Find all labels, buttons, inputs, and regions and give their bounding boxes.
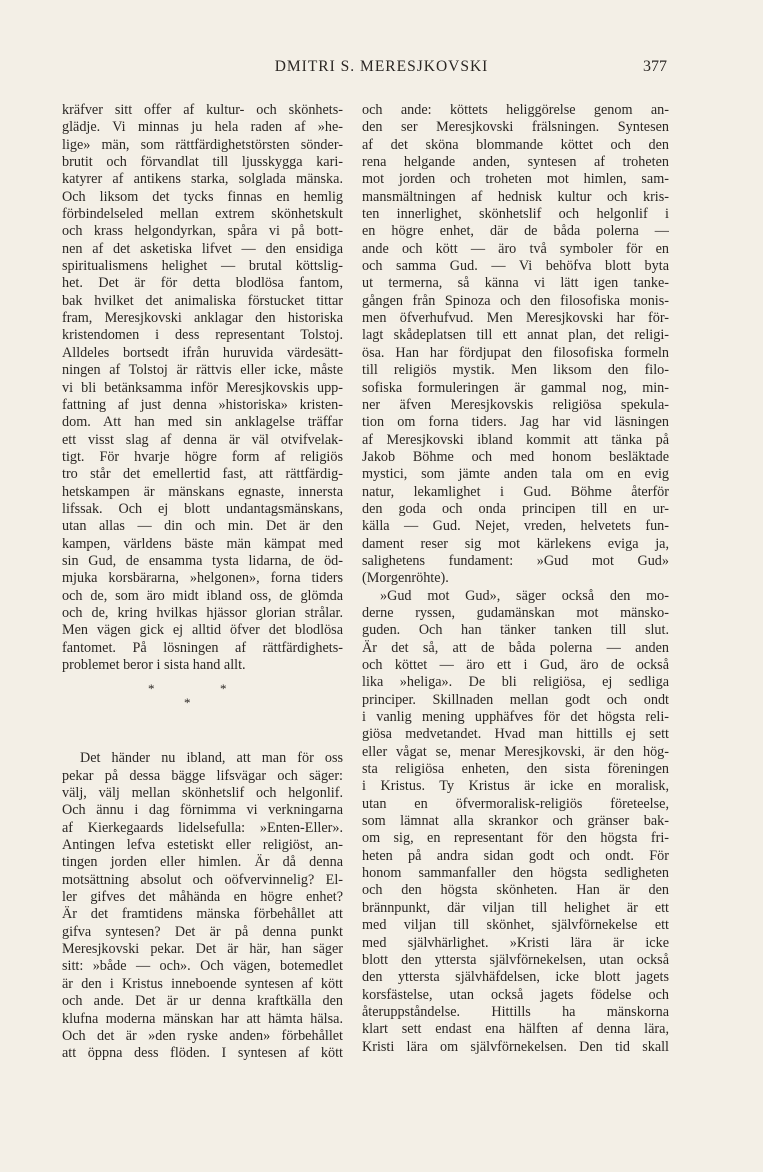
text-line: Är det framtidens mänska förbehållet att: [62, 906, 343, 923]
separator-star: *: [220, 681, 227, 697]
text-line: Är det så, att de båda polerna — anden: [362, 639, 669, 656]
text-line: Antingen lefva estetiskt eller religiöst, an-: [62, 837, 343, 854]
text-line: som lämnat alla skrankor och gränser bak-: [362, 813, 669, 830]
text-line: Alldeles bortsedt ifrån huruvida värdesätt-: [62, 344, 343, 361]
text-line: (Morgenröhte).: [362, 570, 449, 587]
text-line: att öppna dess flöden. I syntesen af kött: [62, 1045, 343, 1062]
text-line: ett visst slag af denna är väl otvifvelak-: [62, 431, 343, 448]
section-separator: [62, 680, 343, 718]
text-line: och den högsta skönheten. Han är den: [362, 882, 669, 899]
text-line: och samma Gud. — Vi behöfva blott byta: [362, 258, 669, 275]
text-line: blott den yttersta självförnekelsen, utan också: [362, 951, 669, 968]
running-header: DMITRI S. MERESJKOVSKI: [274, 58, 489, 75]
text-line: klufna moderna mänskan har att hämta hälsa.: [62, 1010, 343, 1027]
text-line: fattning af just denna »historiska» kristen-: [62, 396, 343, 413]
left-paragraph-1: [62, 102, 343, 674]
text-line: med självhärlighet. »Kristi lära är icke: [362, 934, 669, 951]
text-line: till religiös mystik. Men liksom den filo-: [362, 362, 669, 379]
text-line: salighetens fundament: »Gud mot Gud»: [362, 552, 669, 569]
text-line: giösa medvetandet. Hvad man hittills ej sett: [362, 726, 669, 743]
text-line: sta religiösa enheten, den sista föreningen: [362, 761, 669, 778]
text-line: lifssak. Och ej blott undantagsmänskans,: [62, 500, 343, 517]
text-line: utan allas — din och min. Det är den: [62, 518, 343, 535]
text-line: lagt skådeplatsen till ett annat plan, det religi-: [362, 327, 669, 344]
text-line: ningen af Tolstoj är rättvis eller icke, måste: [62, 362, 343, 379]
text-line: ande och kött — äro två symboler för en: [362, 240, 669, 257]
text-line: och de, kring hvilkas hjässor glorian strålar.: [62, 604, 343, 621]
text-line: »Gud mot Gud», säger också den mo-: [380, 587, 669, 604]
text-line: förbindelseled mellan extrem skönhetskult: [62, 206, 343, 223]
text-line: kristendomen i dess representant Tolstoj.: [62, 327, 343, 344]
text-line: nen af det asketiska lifvet — den ensidiga: [62, 240, 343, 257]
text-line: ner äfven Meresjkovskis religiösa spekula-: [362, 396, 669, 413]
text-line: Men vägen gick ej alltid öfver det blodlösa: [62, 622, 343, 639]
text-line: eller vågat se, menar Meresjkovski, är den hög-: [362, 743, 669, 760]
text-line: återuppståndelse. Hittills ha mänskorna: [362, 1003, 669, 1020]
text-line: Kristi lära om självförnekelsen. Den tid skall: [362, 1038, 669, 1055]
text-line: ösa. Han har fördjupat den filosofiska formeln: [362, 344, 669, 361]
text-line: i Kristus. Ty Kristus är icke en moralisk,: [362, 778, 669, 795]
text-line: sitt: »både — och». Och vägen, botemedlet: [62, 958, 343, 975]
text-line: tro står det emellertid fast, att rättfärdig-: [62, 466, 343, 483]
text-line: korsfästelse, utan också jagets födelse och: [362, 986, 669, 1003]
text-line: Och liksom det tycks finnas en hemlig: [62, 188, 343, 205]
text-line: ten innerlighet, skönhetslif och helgonlif i: [362, 206, 669, 223]
text-line: spiritualismens helighet — brutal köttslig-: [62, 258, 343, 275]
text-line: heten på andra sidan godt och ondt. För: [362, 847, 669, 864]
text-line: kampen, världens bäste män kämpat med: [62, 535, 343, 552]
text-line: den goda och onda principen till en ur-: [362, 500, 669, 517]
text-line: och ande: köttets heliggörelse genom an-: [362, 102, 669, 118]
text-line: bak hvilket det animaliska förstucket tittar: [62, 292, 343, 309]
text-line: Jakob Böhme och med honom besläktade: [362, 448, 669, 465]
text-line: och de, som äro midt ibland oss, de glömda: [62, 587, 343, 604]
text-line: kräfver sitt offer af kultur- och skönhets-: [62, 102, 343, 118]
text-line: med viljan till skönhet, självförnekelse ett: [362, 917, 669, 934]
text-line: vi bli betänksamma inför Meresjkovskis upp-: [62, 379, 343, 396]
text-line: dament reser sig mot kärlekens eviga ja,: [362, 535, 669, 552]
text-line: Meresjkovski pekar. Det är här, han säger: [62, 941, 343, 958]
text-line: principer. Skillnaden mellan godt och ondt: [362, 691, 669, 708]
text-line: men öfverhufvud. Men Meresjkovski har för-: [362, 310, 669, 327]
text-line: mot jorden och troheten mot himlen, sam-: [362, 171, 669, 188]
text-line: motsättning absolut och oöfvervinnelig? El-: [62, 871, 343, 888]
text-line: af Meresjkovski ibland kommit att tänka på: [362, 431, 669, 448]
right-paragraph-2: [362, 588, 669, 1056]
text-line: Och det är »den ryske anden» förbehållet: [62, 1027, 343, 1044]
text-line: gifva syntesen? Det är på denna punkt: [62, 923, 343, 940]
text-line: hetskampen är mänskans egnaste, innersta: [62, 483, 343, 500]
page-number: 377: [643, 58, 667, 75]
text-line: och ande. Det är ur denna kraftkälla den: [62, 993, 343, 1010]
text-line: fram, Meresjkovski anklagar den historiska: [62, 310, 343, 327]
right-column: [362, 102, 669, 1056]
text-line: derne ryssen, gudamänskan mot mänsko-: [362, 604, 669, 621]
text-line: guden. Och han tänker tanken till slut.: [362, 622, 669, 639]
text-line: brännpunkt, där viljan till helighet är ett: [362, 899, 669, 916]
text-line: katyrer af antikens starka, solglada mänska.: [62, 171, 343, 188]
text-line: brutit och förvandlat till ljusskygga kari-: [62, 154, 343, 171]
text-line: en högre enhet, där de båda polerna —: [362, 223, 669, 240]
text-line: problemet beror i sista hand allt.: [62, 657, 246, 673]
left-column: [62, 102, 343, 1063]
text-line: Det händer nu ibland, att man för oss: [80, 750, 343, 767]
text-line: af det sköna blommande köttet och den: [362, 136, 669, 153]
text-line: om sig, en representant för den högsta fri-: [362, 830, 669, 847]
text-line: ut termerna, så känna vi lätt igen tanke-: [362, 275, 669, 292]
text-line: tion om forna tiders. Jag har vid läsningen: [362, 414, 669, 431]
text-line: mystici, som jämte anden tala om en evig: [362, 466, 669, 483]
text-line: ler gifves det måhända en högre enhet?: [62, 889, 343, 906]
text-line: sofiska formuleringen är gammal nog, min-: [362, 379, 669, 396]
text-line: tingen jorden eller himlen. Är då denna: [62, 854, 343, 871]
text-line: klart sett endast ena hälften af denna lära,: [362, 1021, 669, 1038]
text-line: gången från Spinoza och den filosofiska monis-: [362, 292, 669, 309]
separator-star: *: [184, 695, 191, 711]
text-line: fantomet. På lösningen af rättfärdighets-: [62, 639, 343, 656]
text-line: är den i Kristus inneboende syntesen af kött: [62, 975, 343, 992]
text-line: mansmältningen af hednisk kultur och kris-: [362, 188, 669, 205]
text-line: den yttersta självhäfdelsen, icke blott jagets: [362, 969, 669, 986]
text-line: honom sammanfaller den högsta sedligheten: [362, 865, 669, 882]
text-line: och krass helgondyrkan, spåra vi på bott-: [62, 223, 343, 240]
text-line: lika »heliga». De bli religiösa, ej sedliga: [362, 674, 669, 691]
text-line: den ser Meresjkovski frälsningen. Syntesen: [362, 119, 669, 136]
text-line: glädje. Vi minnas ju hela raden af »he-: [62, 119, 343, 136]
text-line: rena helgande anden, syntesen af troheten: [362, 154, 669, 171]
text-line: tigt. För hvarje högre form af religiös: [62, 448, 343, 465]
text-line: välj, välj mellan skönhetslif och helgonlif.: [62, 785, 343, 802]
text-line: utan en öfvermoralisk-religiös företeelse,: [362, 795, 669, 812]
text-line: mjuka korsbärarna, »helgonen», forna tiders: [62, 570, 343, 587]
text-line: sin Gud, de ensamma tysta lidarna, de öd-: [62, 552, 343, 569]
text-line: Och ännu i dag förnimma vi verkningarna: [62, 802, 343, 819]
text-line: källa — Gud. Nejet, vreden, helvetets fun-: [362, 518, 669, 535]
left-paragraph-2: [62, 750, 343, 1062]
right-paragraph-1: [362, 102, 669, 588]
text-line: dom. Att han med sin anklagelse träffar: [62, 414, 343, 431]
text-line: natur, lekamlighet i Gud. Böhme återför: [362, 483, 669, 500]
text-line: af Kierkegaards lidelsefulla: »Enten-Eller».: [62, 819, 343, 836]
text-line: i vanlig mening upphäfves för det högsta reli-: [362, 709, 669, 726]
text-line: het. Det är för detta blodlösa fantom,: [62, 275, 343, 292]
text-line: lige» män, som rättfärdighetstörsten sönder-: [62, 136, 343, 153]
text-line: och köttet — äro ett i Gud, äro de också: [362, 657, 669, 673]
separator-star: *: [148, 681, 155, 697]
text-line: pekar på dessa bägge lifsvägar och säger:: [62, 767, 343, 784]
